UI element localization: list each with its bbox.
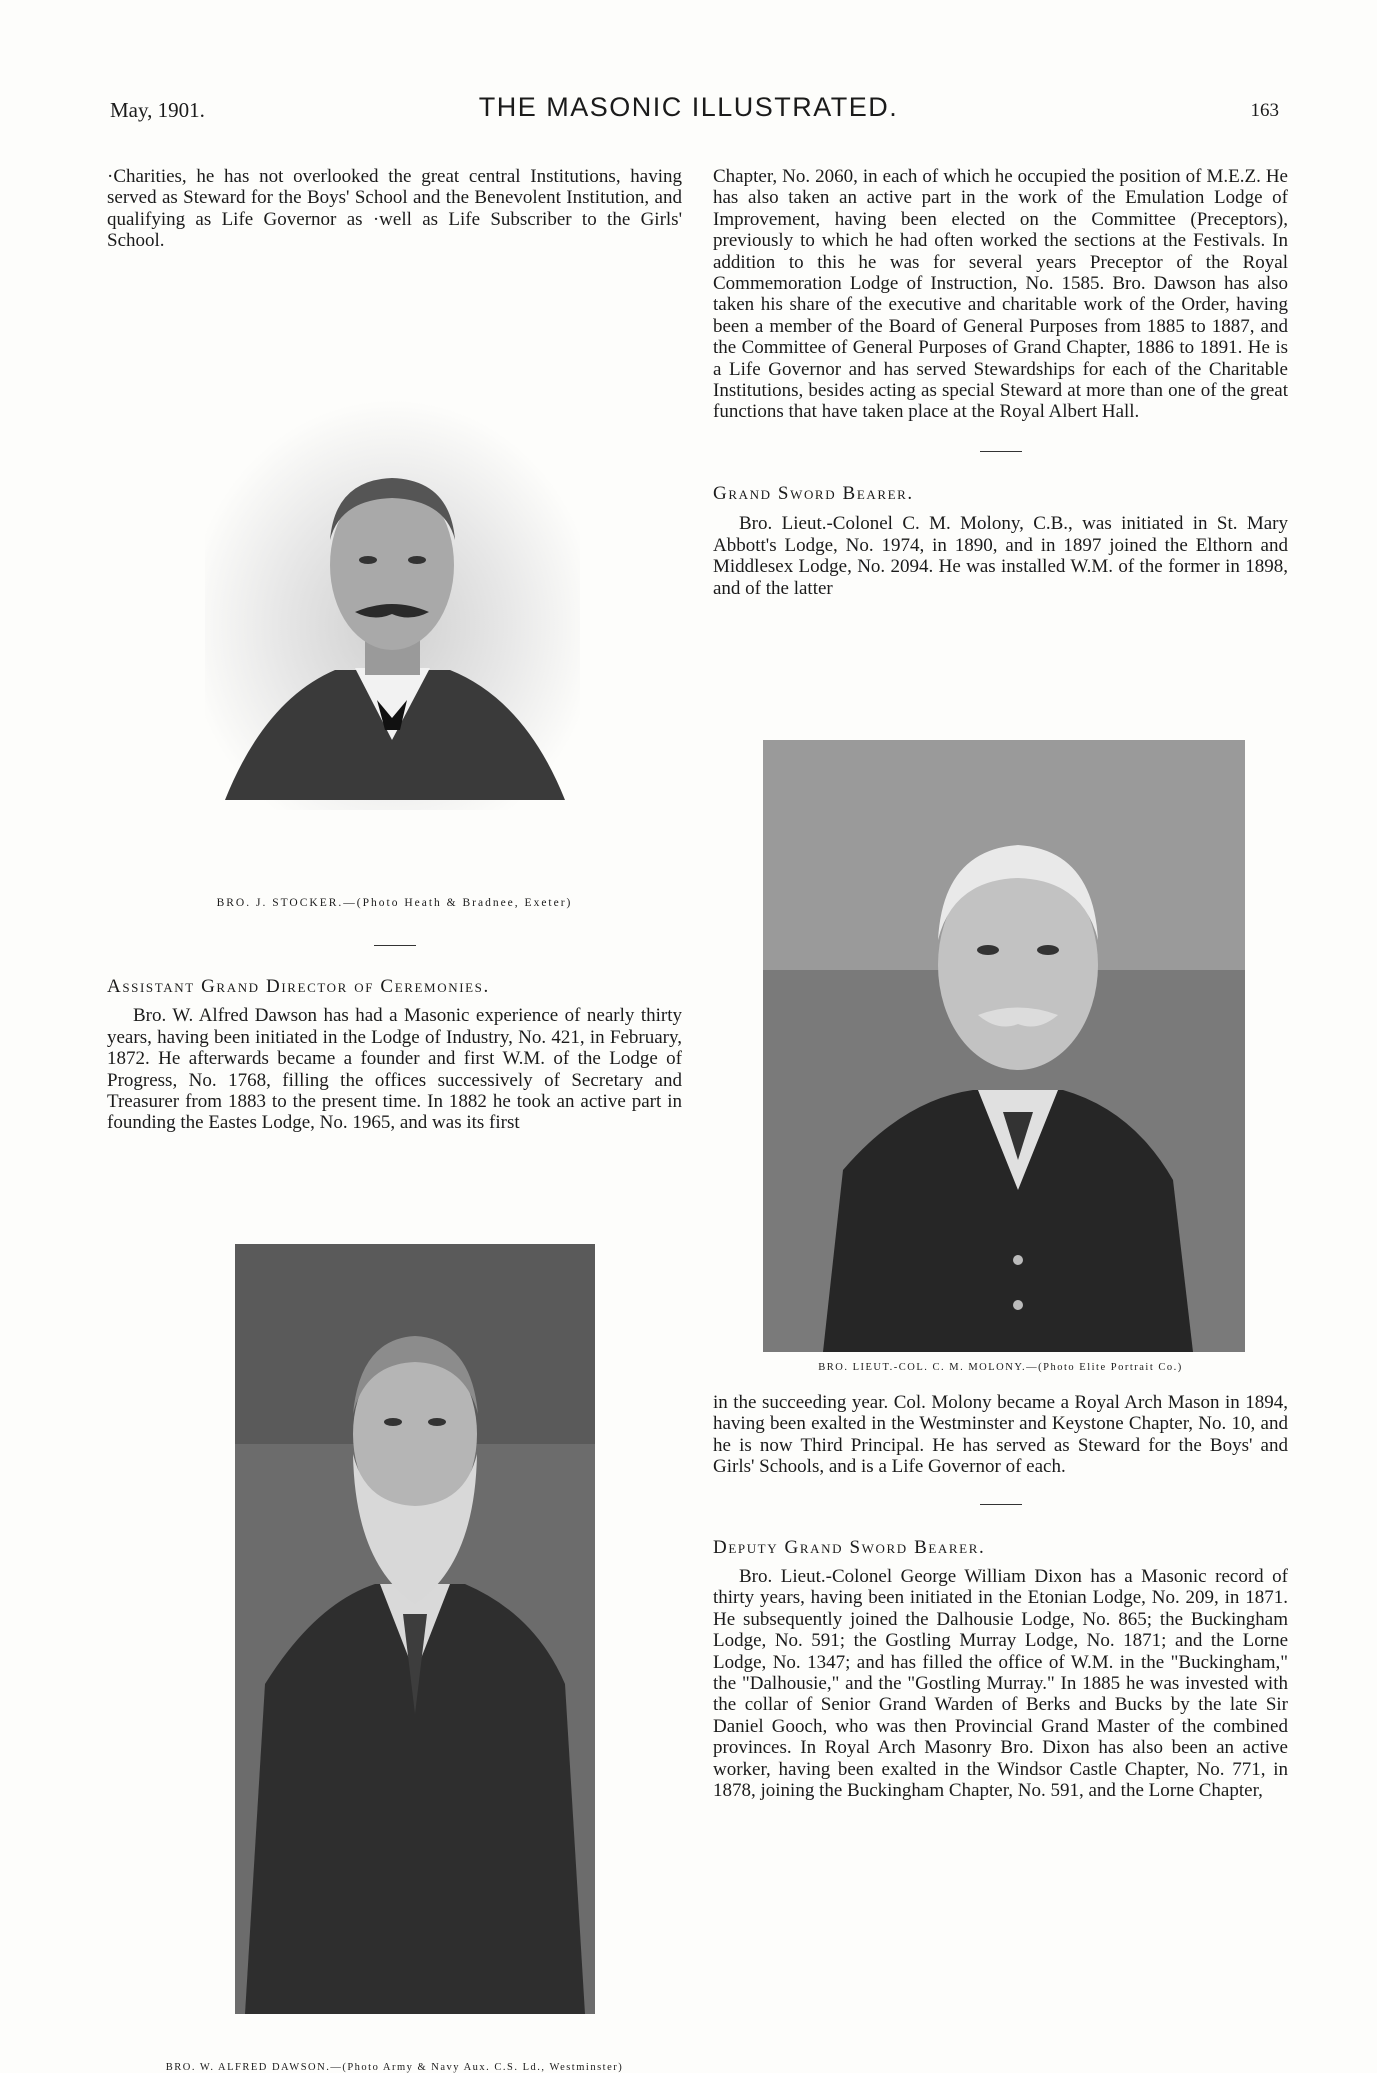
paragraph-dawson: Bro. W. Alfred Dawson has had a Masonic experience of nearly thirty years, having been initiated in the Lodge of Industry, No. 421, in February, 1872. He afterwards became a founder and first W.M. of the Lodge of Progress, No. 1768, filling the offices successively of Secretary and Treasurer from 1883 to the present time. In 1882 he took an active part in founding the Eastes Lodge, No. 1965, and was its first [107, 1005, 682, 1134]
heading-assistant-grand-director: Assistant Grand Director of Ceremonies. [107, 976, 490, 997]
section-divider [980, 1504, 1022, 1505]
portrait-molony [763, 740, 1245, 1352]
caption-dawson: BRO. W. ALFRED DAWSON.—(Photo Army & Navy Aux. C.S. Ld., Westminster) [165, 2062, 624, 2073]
paragraph-molony: Bro. Lieut.-Colonel C. M. Molony, C.B., was initiated in St. Mary Abbott's Lodge, No. 1974, in 1890, and in 1897 joined the Elthorn and Middlesex Lodge, No. 2094. He was installed W.M. of the former in 1898, and of the latter [713, 513, 1288, 599]
right-column-top [713, 166, 1288, 599]
caption-stocker: BRO. J. STOCKER.—(Photo Heath & Bradnee, Exeter) [216, 897, 573, 909]
portrait-stocker [205, 400, 580, 810]
heading-grand-sword-bearer: Grand Sword Bearer. [713, 482, 914, 504]
section-divider [374, 945, 416, 946]
paragraph-charities: ·Charities, he has not overlooked the great central Institutions, having served as Steward for the Boys' School and the Benevolent Institution, and qualifying as Life Governor as ·well as Life Subscriber to the Girls' School. [107, 166, 682, 252]
publication-title: THE MASONIC ILLUSTRATED. [478, 92, 899, 122]
right-column-bottom [713, 1392, 1288, 1802]
left-column-top [107, 166, 682, 252]
left-column-middle [107, 945, 682, 1134]
paragraph-molony-continued: in the succeeding year. Col. Molony became a Royal Arch Mason in 1894, having been exalted in the Westminster and Keystone Chapter, No. 10, and he is now Third Principal. He has served as Steward for the Boys' and Girls' Schools, and is a Life Governor of each. [713, 1392, 1288, 1478]
caption-molony: BRO. LIEUT.-COL. C. M. MOLONY.—(Photo Elite Portrait Co.) [818, 1362, 1183, 1373]
section-divider [980, 451, 1022, 452]
paragraph-chapter-2060: Chapter, No. 2060, in each of which he occupied the position of M.E.Z. He has also taken an active part in the work of the Emulation Lodge of Improvement, having been elected on the Committee (Preceptors), previously to which he had often worked the sections at the Festivals. In addition to this he was for several years Preceptor of the Royal Commemoration Lodge of Instruction, No. 1585. Bro. Dawson has also taken his share of the executive and charitable work of the Order, having been a member of the Board of General Purposes from 1885 to 1887, and the Committee of General Purposes of Grand Chapter, 1886 to 1891. He is a Life Governor and has served Stewardships for each of the Charitable Institutions, besides acting as special Steward at more than one of the great functions that have taken place at the Royal Albert Hall. [713, 166, 1288, 423]
heading-deputy-grand-sword-bearer: Deputy Grand Sword Bearer. [713, 1536, 986, 1558]
portrait-dawson [235, 1244, 595, 2014]
issue-date: May, 1901. [110, 98, 205, 122]
paragraph-dixon: Bro. Lieut.-Colonel George William Dixon has a Masonic record of thirty years, having been initiated in the Etonian Lodge, No. 209, in 1871. He subsequently joined the Dalhousie Lodge, No. 865; the Buckingham Lodge, No. 591; the Gostling Murray Lodge, No. 1871; and the Lorne Lodge, No. 1347; and has filled the office of W.M. in the "Buckingham," the "Dalhousie," and the "Gostling Murray." In 1885 he was invested with the collar of Senior Grand Warden of Berks and Bucks by the late Sir Daniel Gooch, who was then Provincial Grand Master of the combined provinces. In Royal Arch Masonry Bro. Dixon has also been an active worker, having been exalted in the Windsor Castle Chapter, No. 771, in 1878, joining the Buckingham Chapter, No. 591, and the Lorne Chapter, [713, 1566, 1288, 1802]
page-number: 163 [1250, 100, 1279, 121]
page-header [0, 92, 1377, 132]
